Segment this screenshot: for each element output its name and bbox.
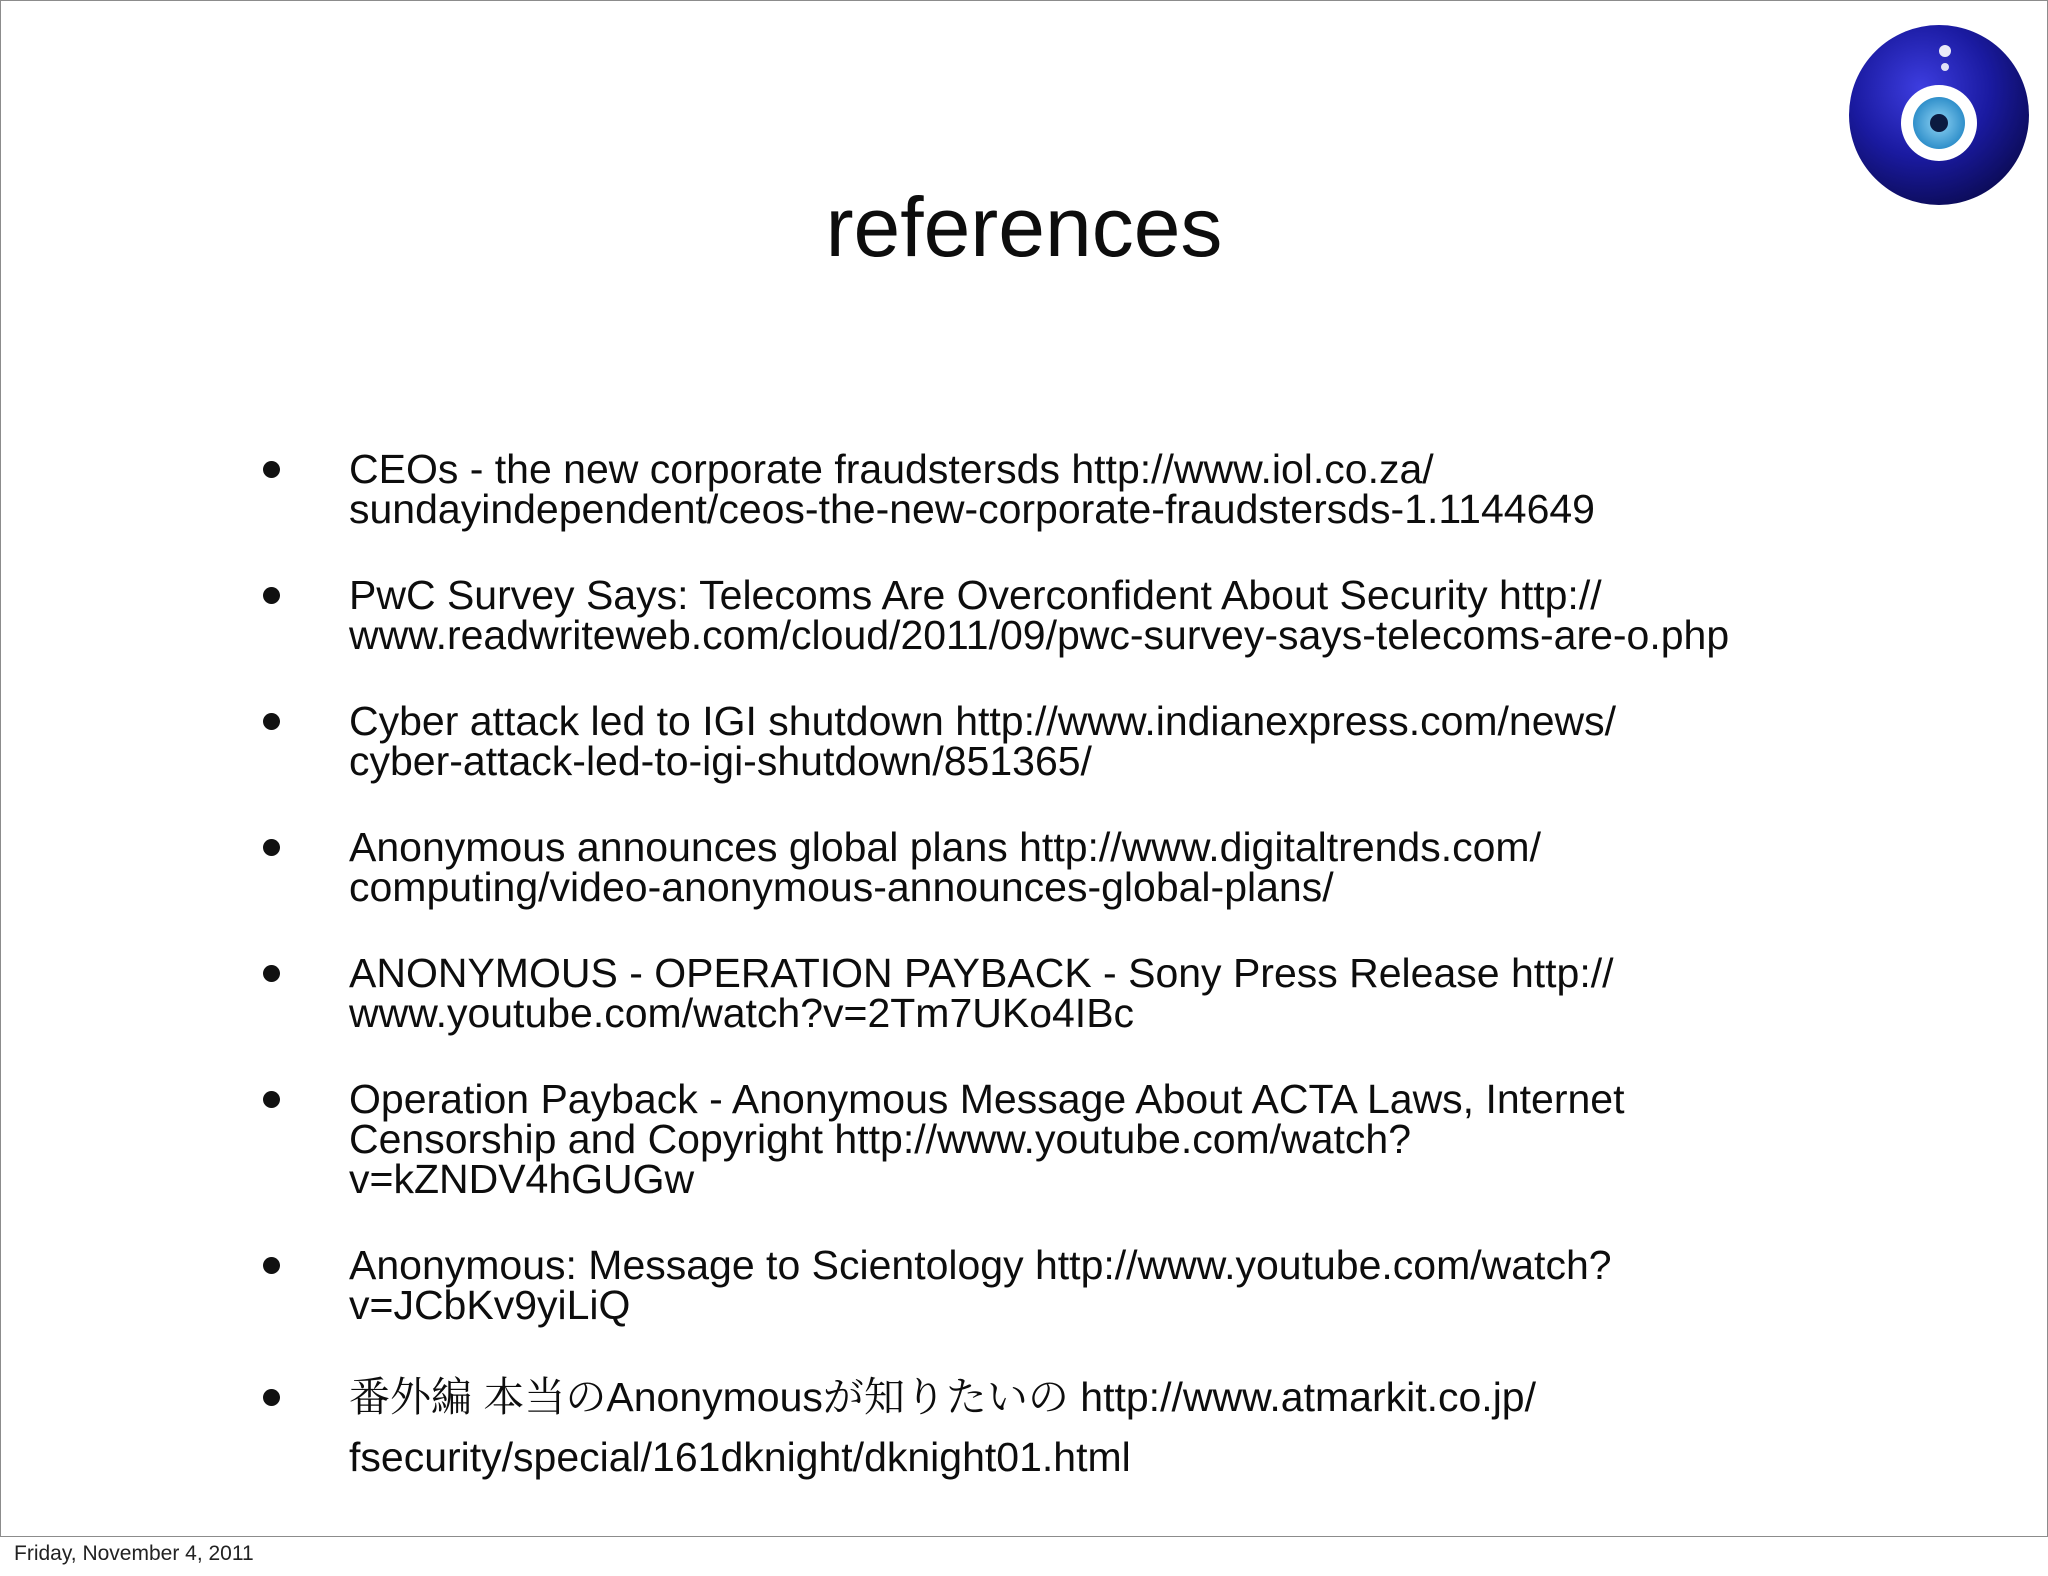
reference-line: 番外編 本当のAnonymousが知りたいの http://www.atmarkit.co.jp/ (349, 1374, 1536, 1420)
reference-text (349, 446, 1909, 532)
bullet-icon (263, 587, 280, 604)
evil-eye-icon (1847, 23, 2031, 207)
reference-line: sundayindependent/ceos-the-new-corporate-fraudstersds-1.1144649 (349, 486, 1595, 532)
reference-line: v=JCbKv9yiLiQ (349, 1282, 631, 1328)
slide-title: references (825, 180, 1223, 274)
reference-line: Operation Payback - Anonymous Message About ACTA Laws, Internet (349, 1076, 1625, 1122)
bullet-icon (263, 713, 280, 730)
reference-text (349, 824, 1909, 910)
footer-date: Friday, November 4, 2011 (14, 1542, 254, 1565)
reference-line: v=kZNDV4hGUGw (349, 1156, 695, 1202)
reference-text (349, 1076, 1909, 1202)
reference-line: Censorship and Copyright http://www.youtube.com/watch? (349, 1116, 1411, 1162)
reference-text (349, 572, 1909, 658)
bullet-icon (263, 839, 280, 856)
reference-line: computing/video-anonymous-announces-global-plans/ (349, 864, 1334, 910)
reference-line: Cyber attack led to IGI shutdown http://www.indianexpress.com/news/ (349, 698, 1617, 744)
bullet-icon (263, 1389, 280, 1406)
reference-line: www.youtube.com/watch?v=2Tm7UKo4IBc (349, 990, 1135, 1036)
bullet-icon (263, 1091, 280, 1108)
reference-line: PwC Survey Says: Telecoms Are Overconfident About Security http:// (349, 572, 1602, 618)
reference-text (349, 1367, 1909, 1487)
reference-text (349, 950, 1909, 1036)
bullet-icon (263, 1257, 280, 1274)
reference-text (349, 1242, 1909, 1328)
bullet-icon (263, 965, 280, 982)
reference-line: fsecurity/special/161dknight/dknight01.html (349, 1434, 1131, 1480)
reference-line: CEOs - the new corporate fraudstersds http://www.iol.co.za/ (349, 446, 1434, 492)
bullet-icon (263, 461, 280, 478)
reference-line: Anonymous announces global plans http://www.digitaltrends.com/ (349, 824, 1541, 870)
reference-line: ANONYMOUS - OPERATION PAYBACK - Sony Press Release http:// (349, 950, 1614, 996)
reference-line: cyber-attack-led-to-igi-shutdown/851365/ (349, 738, 1092, 784)
reference-text (349, 698, 1909, 784)
reference-line: www.readwriteweb.com/cloud/2011/09/pwc-survey-says-telecoms-are-o.php (349, 612, 1730, 658)
reference-line: Anonymous: Message to Scientology http://www.youtube.com/watch? (349, 1242, 1612, 1288)
